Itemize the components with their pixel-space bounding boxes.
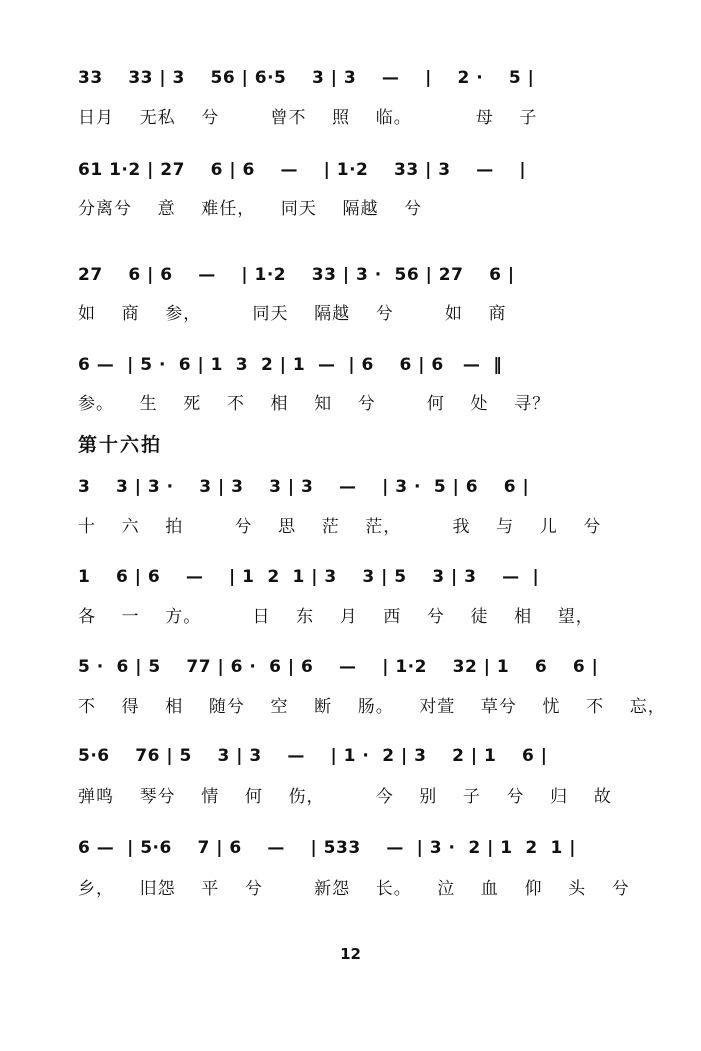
notation-line-7: 5 · 6 | 5 77 | 6 · 6 | 6 — | 1·2 32 | 1 6 6 | (78, 657, 599, 677)
notation-line-9: 6 — | 5·6 7 | 6 — | 533 — | 3 · 2 | 1 2 1 | (78, 838, 577, 858)
lyrics-line-2: 分离兮 意 难任， 同天 隔越 兮 (78, 199, 423, 219)
lyrics-line-3: 如 商 参， 同天 隔越 兮 如 商 (78, 304, 507, 324)
section-heading: 第十六拍 (78, 434, 163, 456)
lyrics-line-8: 弹鸣 琴兮 情 何 伤， 今 别 子 兮 归 故 (78, 787, 612, 807)
notation-line-8: 5·6 76 | 5 3 | 3 — | 1 · 2 | 3 2 | 1 6 | (78, 746, 548, 766)
lyrics-line-5: 十 六 拍 兮 思 茫 茫， 我 与 儿 兮 (78, 517, 602, 537)
notation-line-4: 6 — | 5 · 6 | 1 3 2 | 1 — | 6 6 | 6 — ‖ (78, 355, 503, 375)
notation-line-6: 1 6 | 6 — | 1 2 1 | 3 3 | 5 3 | 3 — | (78, 567, 540, 587)
lyrics-line-6: 各 一 方。 日 东 月 西 兮 徒 相 望， (78, 607, 594, 627)
notation-line-3: 27 6 | 6 — | 1·2 33 | 3 · 56 | 27 6 | (78, 265, 515, 285)
lyrics-line-7: 不 得 相 随兮 空 断 肠。 对萱 草兮 忧 不 忘， (78, 697, 666, 717)
lyrics-line-4: 参。 生 死 不 相 知 兮 何 处 寻？ (78, 394, 551, 414)
lyrics-line-1: 日月 无私 兮 曾不 照 临。 母 子 (78, 108, 538, 128)
notation-line-5: 3 3 | 3 · 3 | 3 3 | 3 — | 3 · 5 | 6 6 | (78, 477, 530, 497)
page-number: 12 (340, 945, 361, 963)
lyrics-line-9: 乡， 旧怨 平 兮 新怨 长。 泣 血 仰 头 兮 (78, 879, 630, 899)
notation-line-1: 33 33 | 3 56 | 6·5 3 | 3 — | 2 · 5 | (78, 68, 535, 88)
notation-line-2: 61 1·2 | 27 6 | 6 — | 1·2 33 | 3 — | (78, 160, 527, 180)
